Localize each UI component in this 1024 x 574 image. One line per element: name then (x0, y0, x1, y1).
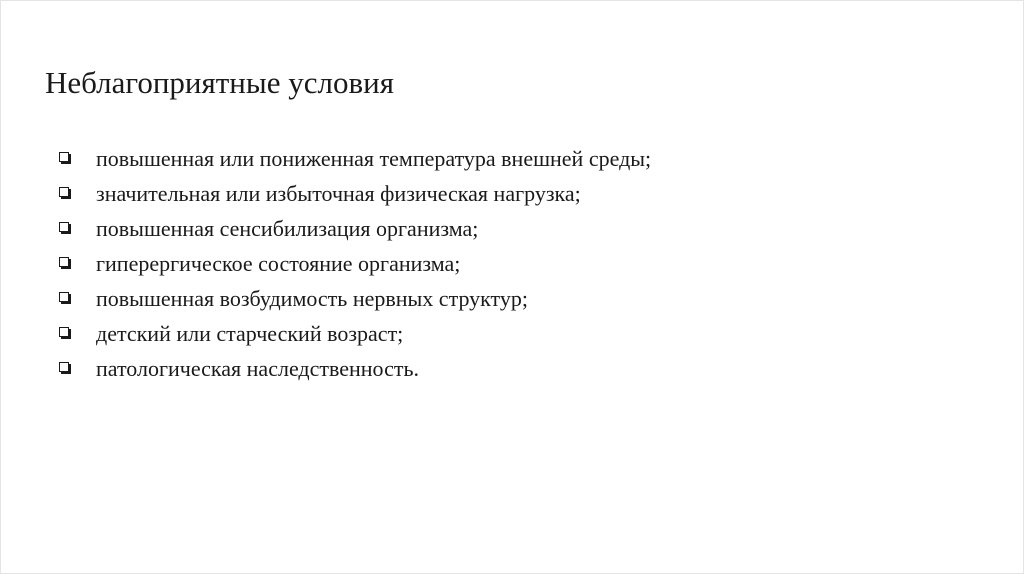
box-bullet-icon (59, 152, 72, 165)
list-item (59, 211, 651, 246)
list-item-text: гиперергическое состояние организма; (96, 251, 461, 276)
list-item (59, 176, 651, 211)
list-item-text: повышенная возбудимость нервных структур; (96, 286, 528, 311)
slide-title: Неблагоприятные условия (45, 65, 394, 100)
list-item-text: патологическая наследственность. (96, 356, 420, 381)
list-item-text: повышенная или пониженная температура внешней среды; (96, 146, 652, 171)
box-bullet-icon (59, 222, 72, 235)
list-item-text: детский или старческий возраст; (96, 321, 404, 346)
list-item (59, 141, 651, 176)
list-item (59, 351, 651, 386)
list-item (59, 246, 651, 281)
list-item-text: значительная или избыточная физическая нагрузка; (96, 181, 581, 206)
list-item (59, 316, 651, 351)
box-bullet-icon (59, 187, 72, 200)
bullet-list (59, 141, 651, 386)
box-bullet-icon (59, 292, 72, 305)
box-bullet-icon (59, 257, 72, 270)
list-item (59, 281, 651, 316)
box-bullet-icon (59, 327, 72, 340)
box-bullet-icon (59, 362, 72, 375)
list-item-text: повышенная сенсибилизация организма; (96, 216, 479, 241)
